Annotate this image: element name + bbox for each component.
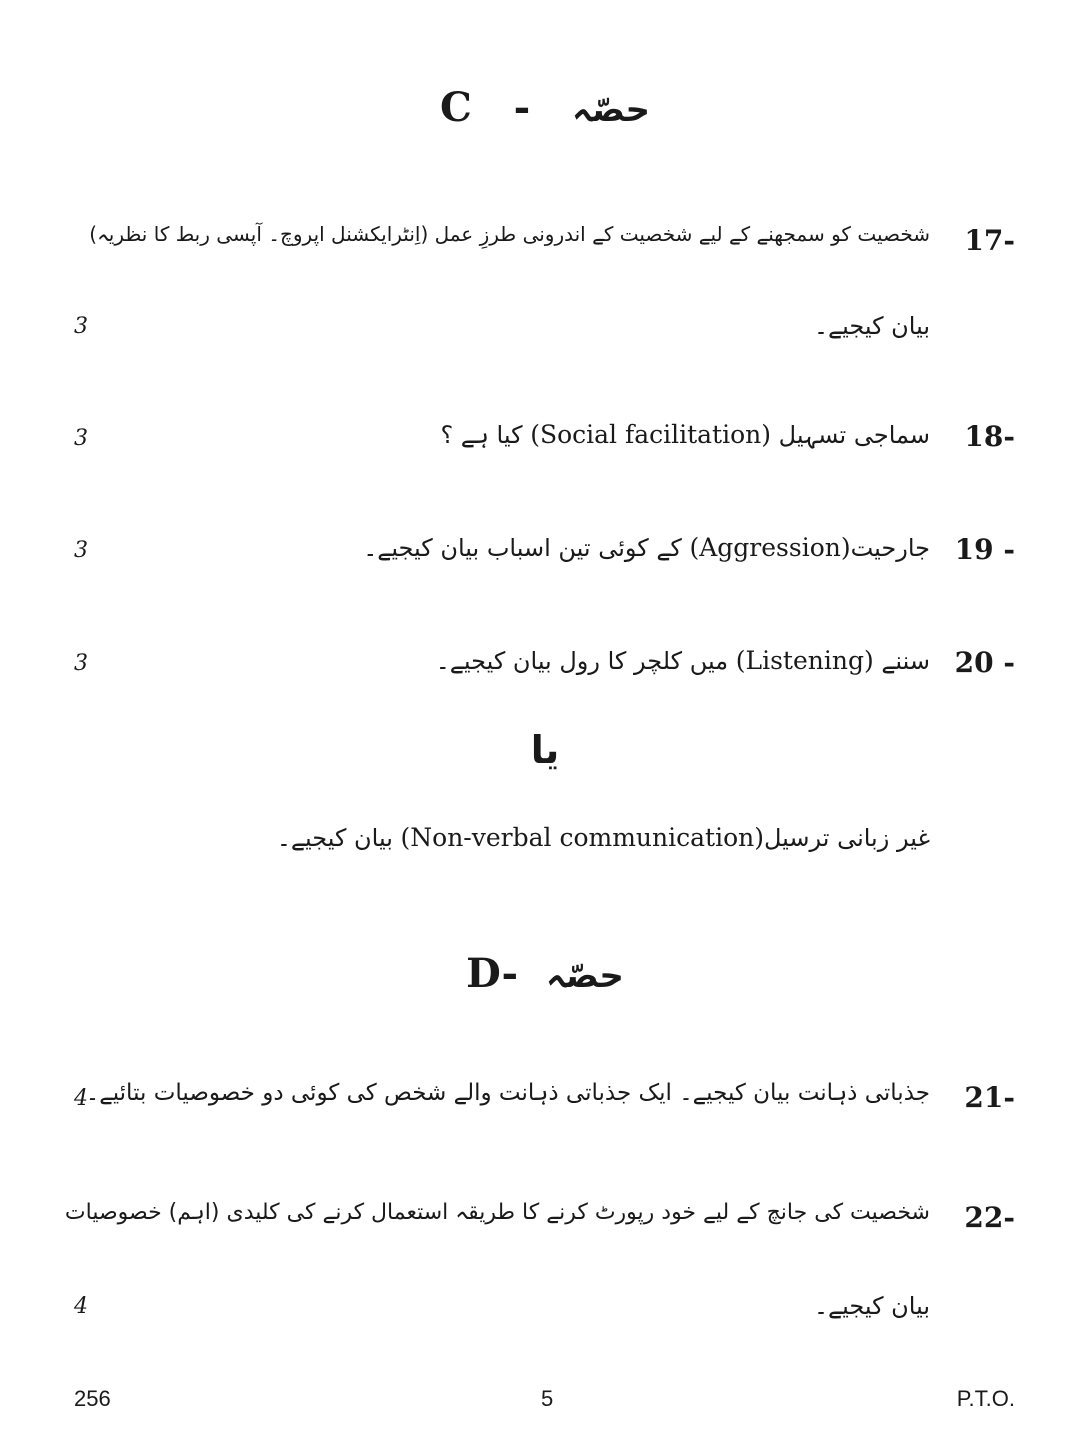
- question-20-alt-text: [277, 823, 930, 852]
- section-d-letter: D: [466, 950, 502, 997]
- or-separator: یا: [530, 728, 560, 772]
- section-d-heading: [0, 950, 1090, 997]
- question-17-marks: 3: [74, 314, 88, 339]
- question-19-marks: 3: [74, 538, 88, 563]
- question-18-term: (Social facilitation): [530, 420, 772, 449]
- question-19-post: کے کوئی تین اسباب بیان کیجیے۔: [363, 534, 682, 562]
- question-20-term: (Listening): [735, 646, 874, 675]
- section-c-dash: -: [513, 84, 531, 131]
- question-20-post: میں کلچر کا رول بیان کیجیے۔: [435, 647, 729, 675]
- question-20-text: [436, 646, 930, 675]
- question-21-marks: 4: [74, 1086, 88, 1111]
- question-17-line1: شخصیت کو سمجھنے کے لیے شخصیت کے اندرونی طرزِ عمل (اِنٹرایکشنل اپروچ۔ آپسی ربط کا نظریہ): [89, 222, 930, 246]
- section-d-label: حصّہ: [545, 956, 624, 996]
- question-17-line2: بیان کیجیے۔: [813, 312, 930, 340]
- question-22-marks: 4: [74, 1294, 88, 1319]
- question-20-alt-term: (Non-verbal communication): [400, 823, 764, 852]
- section-c-label: حصّہ: [572, 90, 650, 130]
- question-22-line1: شخصیت کی جانچ کے لیے خود رپورٹ کرنے کا طریقہ استعمال کرنے کی کلیدی (اہم) خصوصیات: [64, 1200, 930, 1225]
- section-d-dash: -: [501, 950, 519, 997]
- page-number: 5: [541, 1386, 554, 1411]
- question-20-marks: 3: [74, 651, 88, 676]
- question-21-number: 21-: [964, 1081, 1015, 1114]
- section-c-letter: C: [440, 84, 472, 131]
- question-20-alt-pre: غیر زبانی ترسیل: [763, 824, 930, 852]
- paper-code: 256: [74, 1386, 111, 1411]
- question-18-pre: سماجی تسہیل: [778, 421, 930, 449]
- question-21-text: جذباتی ذہانت بیان کیجیے۔ ایک جذباتی ذہانت والے شخص کی کوئی دو خصوصیات بتائیے۔: [85, 1080, 930, 1106]
- question-19-term: (Aggression): [689, 533, 851, 562]
- question-22-number: 22-: [964, 1201, 1015, 1234]
- question-22-line2: بیان کیجیے۔: [813, 1292, 930, 1320]
- question-18-number: 18-: [964, 420, 1015, 453]
- section-c-heading: [0, 84, 1090, 131]
- question-19-number: 19 -: [954, 533, 1015, 566]
- question-19-text: [363, 533, 930, 562]
- question-20-alt-post: بیان کیجیے۔: [276, 824, 393, 852]
- question-20-number: 20 -: [954, 646, 1015, 679]
- question-19-pre: جارحیت: [850, 534, 930, 562]
- question-17-number: 17-: [964, 224, 1015, 257]
- pto-label: P.T.O.: [956, 1386, 1015, 1411]
- question-18-post: کیا ہے ؟: [440, 421, 523, 449]
- question-18-text: [440, 420, 930, 449]
- question-18-marks: 3: [74, 426, 88, 451]
- question-20-pre: سننے: [881, 647, 930, 675]
